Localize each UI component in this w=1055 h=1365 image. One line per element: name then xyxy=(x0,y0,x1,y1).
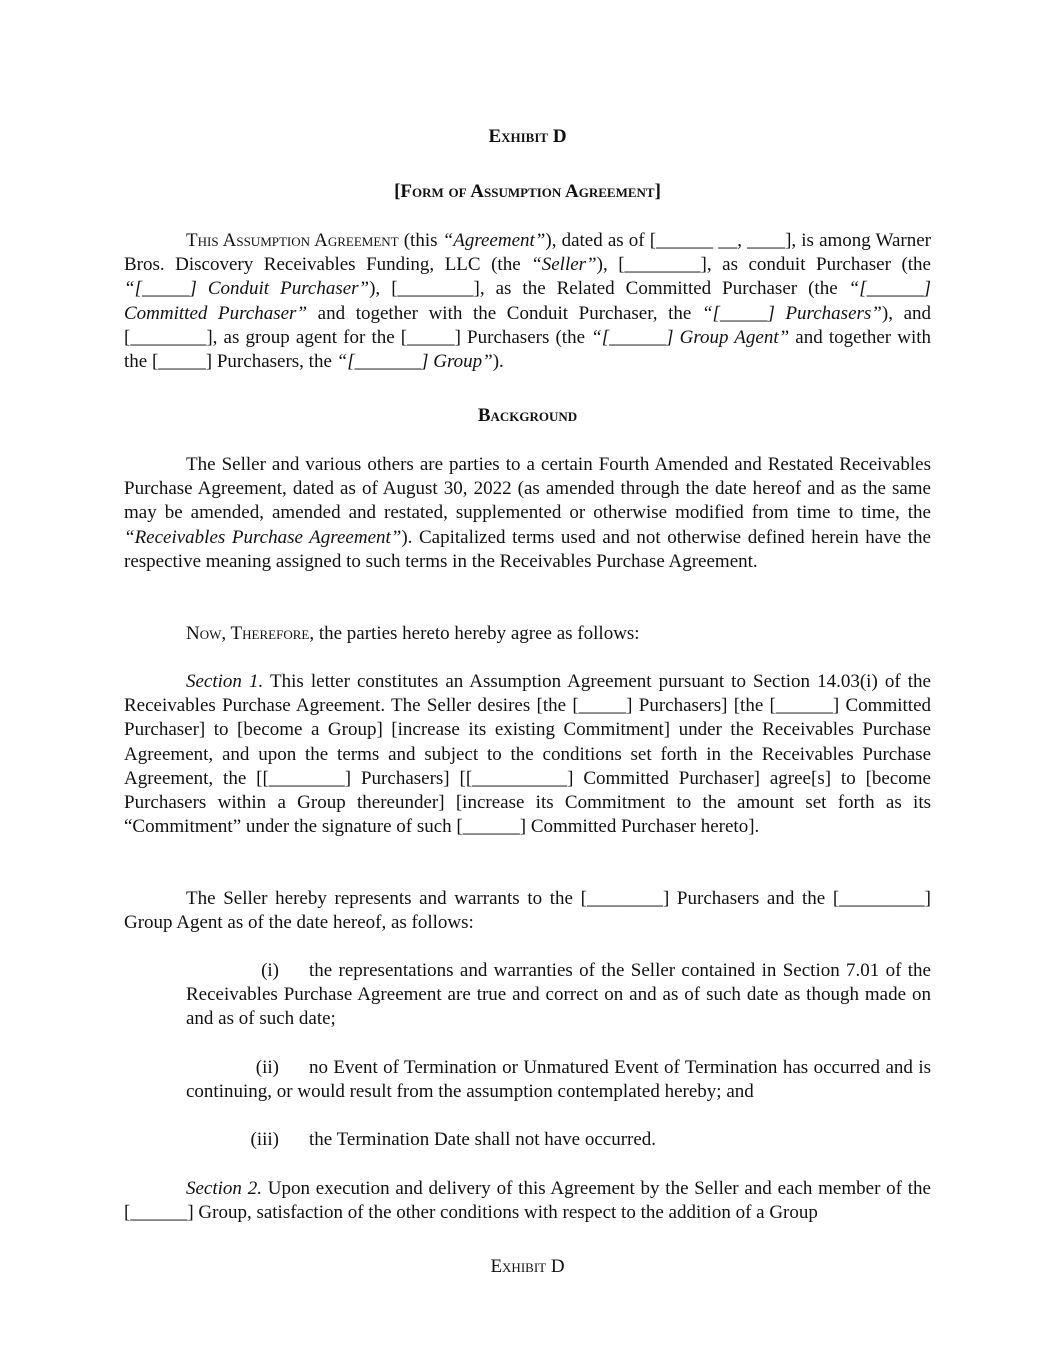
exhibit-title: Exhibit D xyxy=(488,126,567,147)
list-item: (ii) no Event of Termination or Unmatured Event of Termination has occurred and is continuing, or would result from the assumption contemplated hereby; and xyxy=(186,1057,931,1103)
list-item: (i) the representations and warranties of the Seller contained in Section 7.01 of the Receivables Purchase Agreement are true and correct on and as of such date as though made on and as of such date; xyxy=(186,960,931,1030)
represents-paragraph: The Seller hereby represents and warrants to the [________] Purchasers and the [_________] Group Agent as of the date hereof, as follows: xyxy=(124,888,931,934)
section-2-paragraph: Section 2. Upon execution and delivery of this Agreement by the Seller and each member of the [______] Group, satisfaction of the other conditions with respect to the addition of a Group xyxy=(124,1178,931,1224)
background-title: Background xyxy=(477,405,578,426)
now-therefore-paragraph: Now, Therefore, the parties hereto hereby agree as follows: xyxy=(186,623,640,644)
intro-paragraph: This Assumption Agreement (this “Agreement”), dated as of [______ __, ____], is among Warner Bros. Discovery Receivables Funding, LLC (the “Seller”), [________], as conduit Purchaser (the “[_____] Conduit Purchaser”), [________], as the Related Committed Purchaser (the “[______] Committed Purchaser” and together with the Conduit Purchaser, the “[_____] Purchasers”), and [________], as group agent for the [_____] Purchasers (the “[______] Group Agent” and together with the [_____] Purchasers, the “[_______] Group”). xyxy=(124,230,932,373)
background-paragraph: The Seller and various others are parties to a certain Fourth Amended and Restated Receivables Purchase Agreement, dated as of August 30, 2022 (as amended through the date hereof and as the same may be amended, amended and restated, supplemented or otherwise modified from time to time, the “Receivables Purchase Agreement”). Capitalized terms used and not otherwise defined herein have the respective meaning assigned to such terms in the Receivables Purchase Agreement. xyxy=(124,454,931,572)
list-item: (iii) the Termination Date shall not have occurred. xyxy=(186,1128,931,1152)
page-footer: Exhibit D xyxy=(490,1256,565,1277)
list-item-number: (iii) xyxy=(250,1129,279,1150)
section-1-paragraph: Section 1. This letter constitutes an Assumption Agreement pursuant to Section 14.03(i) of the Receivables Purchase Agreement. The Seller desires [the [_____] Purchasers] [the [______] Committed Purchaser] to [become a Group] [increase its existing Commitment] under the Receivables Purchase Agreement, and upon the terms and subject to the conditions set forth in the Receivables Purchase Agreement, the [[________] Purchasers] [[__________] Committed Purchaser] agree[s] to [become Purchasers within a Group thereunder] [increase its Commitment to the amount set forth as its “Commitment” under the signature of such [______] Committed Purchaser hereto]. xyxy=(124,671,931,838)
section-1-label: Section 1. xyxy=(186,671,264,692)
intro-lead: This Assumption Agreement xyxy=(186,230,399,251)
form-title: [Form of Assumption Agreement] xyxy=(394,181,661,202)
list-item-number: (i) xyxy=(261,960,279,981)
section-2-label: Section 2. xyxy=(186,1178,262,1199)
list-item-number: (ii) xyxy=(255,1057,279,1078)
